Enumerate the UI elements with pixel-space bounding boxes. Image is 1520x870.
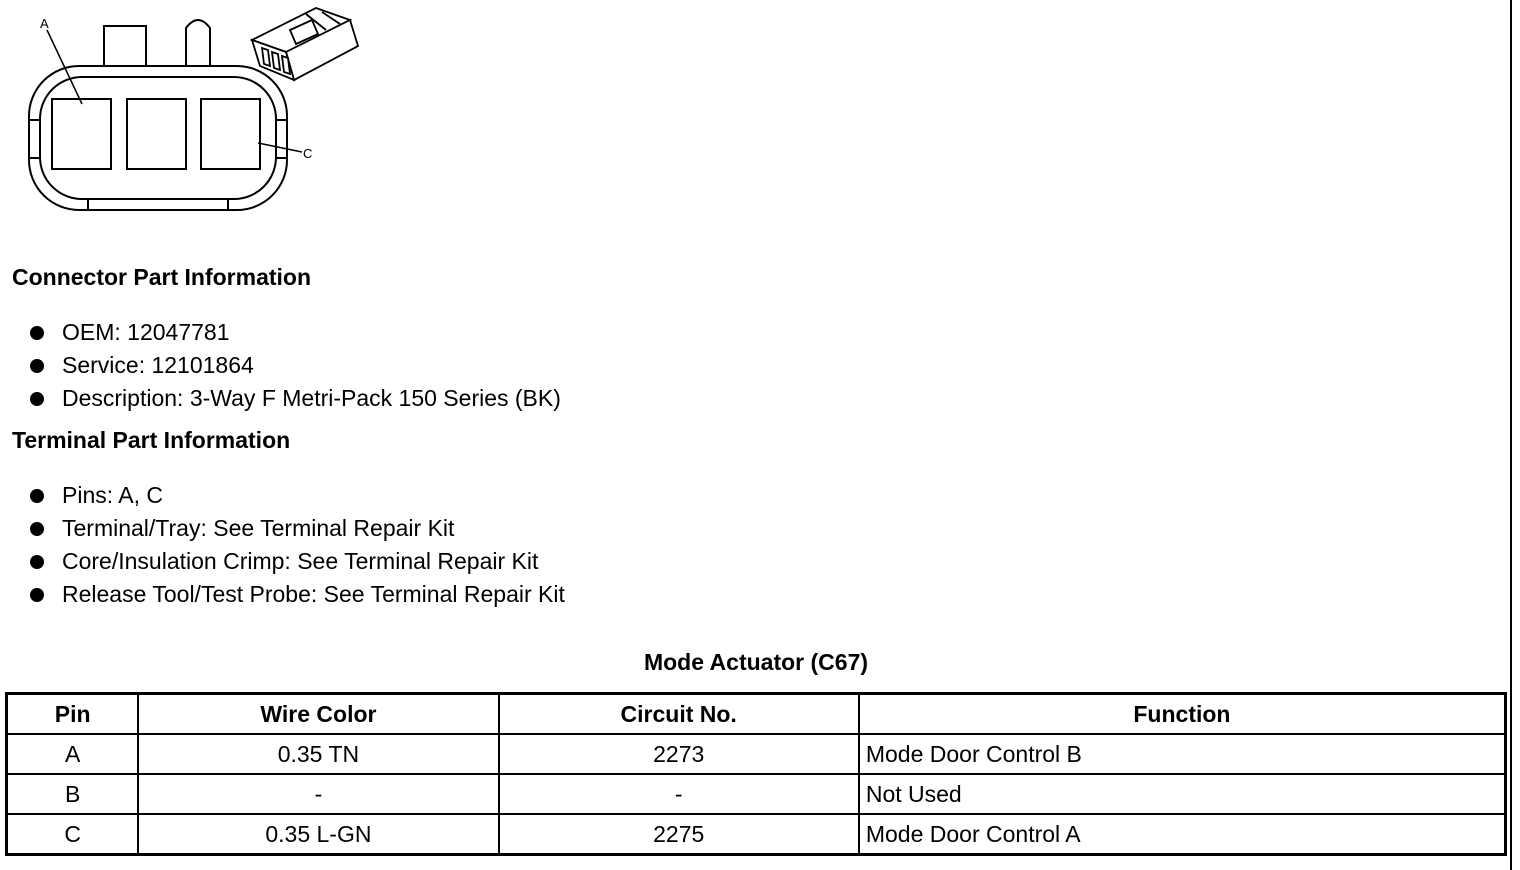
- cell-circuit-no: 2273: [499, 734, 859, 774]
- connector-part-info-list: [0, 316, 561, 415]
- cell-wire-color: 0.35 L-GN: [138, 814, 498, 855]
- page-edge-line: [1510, 0, 1512, 870]
- cavity-a: [52, 99, 111, 169]
- pinout-table: [5, 692, 1507, 856]
- cell-function: Mode Door Control A: [859, 814, 1506, 855]
- list-item: OEM: 12047781: [0, 316, 561, 349]
- list-item: Release Tool/Test Probe: See Terminal Repair Kit: [0, 578, 565, 611]
- bullet-icon: [30, 359, 44, 373]
- header-circuit-no: Circuit No.: [499, 694, 859, 735]
- table-row: [7, 814, 1506, 855]
- list-item: Description: 3-Way F Metri-Pack 150 Series (BK): [0, 382, 561, 415]
- cavity-c: [201, 99, 260, 169]
- list-item: Pins: A, C: [0, 479, 565, 512]
- terminal-part-info-list: [0, 479, 565, 611]
- bullet-icon: [30, 392, 44, 406]
- table-row: [7, 734, 1506, 774]
- cell-function: Mode Door Control B: [859, 734, 1506, 774]
- connector-part-info-title: Connector Part Information: [12, 264, 312, 290]
- cell-wire-color: -: [138, 774, 498, 814]
- cell-wire-color: 0.35 TN: [138, 734, 498, 774]
- connector-face-diagram: [0, 0, 380, 220]
- label-c: C: [303, 146, 313, 161]
- bullet-icon: [30, 588, 44, 602]
- table-row: [7, 774, 1506, 814]
- cell-circuit-no: 2275: [499, 814, 859, 855]
- cell-pin: A: [7, 734, 139, 774]
- bullet-icon: [30, 522, 44, 536]
- list-item: Core/Insulation Crimp: See Terminal Repair Kit: [0, 545, 565, 578]
- list-item: Service: 12101864: [0, 349, 561, 382]
- cell-circuit-no: -: [499, 774, 859, 814]
- cell-pin: C: [7, 814, 139, 855]
- list-item: Terminal/Tray: See Terminal Repair Kit: [0, 512, 565, 545]
- header-wire-color: Wire Color: [138, 694, 498, 735]
- cell-function: Not Used: [859, 774, 1506, 814]
- pinout-table-title: Mode Actuator (C67): [643, 649, 869, 675]
- bullet-icon: [30, 326, 44, 340]
- bullet-icon: [30, 489, 44, 503]
- header-function: Function: [859, 694, 1506, 735]
- terminal-part-info-title: Terminal Part Information: [12, 427, 291, 453]
- table-header-row: [7, 694, 1506, 735]
- bullet-icon: [30, 555, 44, 569]
- connector-lock-tab: [104, 26, 146, 67]
- header-pin: Pin: [7, 694, 139, 735]
- connector-inset-view: [252, 8, 358, 80]
- cell-pin: B: [7, 774, 139, 814]
- label-a: A: [40, 16, 49, 31]
- cavity-b: [127, 99, 186, 169]
